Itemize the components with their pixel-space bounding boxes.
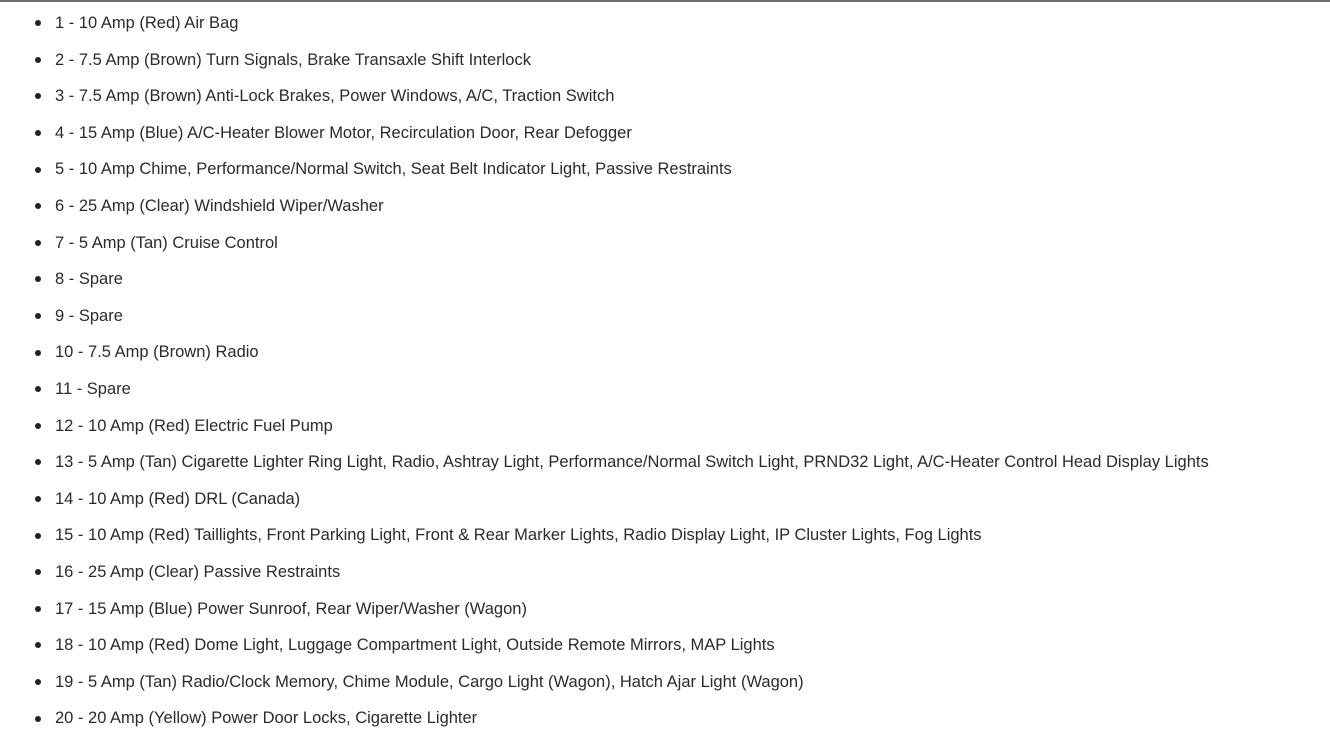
list-item xyxy=(0,517,1330,554)
bullet-icon xyxy=(35,276,41,282)
list-item-text: 2 - 7.5 Amp (Brown) Turn Signals, Brake Transaxle Shift Interlock xyxy=(55,50,531,69)
bullet-icon xyxy=(35,716,41,722)
list-item-text: 18 - 10 Amp (Red) Dome Light, Luggage Compartment Light, Outside Remote Mirrors, MAP Lights xyxy=(55,636,775,655)
bullet-icon xyxy=(35,496,41,502)
list-item-text: 14 - 10 Amp (Red) DRL (Canada) xyxy=(55,489,301,508)
bullet-icon xyxy=(35,386,41,392)
list-item-text: 10 - 7.5 Amp (Brown) Radio xyxy=(55,343,259,362)
bullet-icon xyxy=(35,240,41,246)
bullet-icon xyxy=(35,569,41,575)
bullet-icon xyxy=(35,93,41,99)
list-item xyxy=(0,225,1330,262)
bullet-icon xyxy=(35,642,41,648)
bullet-icon xyxy=(35,606,41,612)
list-item xyxy=(0,151,1330,188)
list-item-text: 19 - 5 Amp (Tan) Radio/Clock Memory, Chime Module, Cargo Light (Wagon), Hatch Ajar Light (Wagon) xyxy=(55,672,804,691)
list-item-text: 4 - 15 Amp (Blue) A/C-Heater Blower Motor, Recirculation Door, Rear Defogger xyxy=(55,123,632,142)
list-item-text: 1 - 10 Amp (Red) Air Bag xyxy=(55,14,239,32)
bullet-icon xyxy=(35,313,41,319)
list-item xyxy=(0,371,1330,408)
list-item xyxy=(0,408,1330,445)
bullet-icon xyxy=(35,459,41,465)
bullet-icon xyxy=(35,130,41,136)
list-item xyxy=(0,188,1330,225)
list-item-text: 13 - 5 Amp (Tan) Cigarette Lighter Ring Light, Radio, Ashtray Light, Performance/Normal Switch Light, PRND32 Light, A/C-Heater Control Head Display Lights xyxy=(55,453,1209,472)
list-item-text: 7 - 5 Amp (Tan) Cruise Control xyxy=(55,233,278,252)
list-item xyxy=(0,5,1330,42)
bullet-icon xyxy=(35,350,41,356)
list-item xyxy=(0,481,1330,518)
list-item xyxy=(0,42,1330,79)
list-item-text: 17 - 15 Amp (Blue) Power Sunroof, Rear Wiper/Washer (Wagon) xyxy=(55,599,527,618)
list-item xyxy=(0,298,1330,335)
list-item-text: 16 - 25 Amp (Clear) Passive Restraints xyxy=(55,562,341,581)
list-item-text: 12 - 10 Amp (Red) Electric Fuel Pump xyxy=(55,416,333,435)
bullet-icon xyxy=(35,167,41,173)
bullet-icon xyxy=(35,203,41,209)
list-item-text: 11 - Spare xyxy=(55,379,131,398)
list-item xyxy=(0,664,1330,701)
list-item-text: 3 - 7.5 Amp (Brown) Anti-Lock Brakes, Power Windows, A/C, Traction Switch xyxy=(55,87,615,106)
list-item xyxy=(0,334,1330,371)
list-item-text: 5 - 10 Amp Chime, Performance/Normal Switch, Seat Belt Indicator Light, Passive Restraints xyxy=(55,160,732,179)
list-item xyxy=(0,700,1330,737)
bullet-icon xyxy=(35,679,41,685)
bullet-icon xyxy=(35,423,41,429)
list-item xyxy=(0,78,1330,115)
list-item-text: 15 - 10 Amp (Red) Taillights, Front Parking Light, Front & Rear Marker Lights, Radio Display Light, IP Cluster Lights, Fog Lights xyxy=(55,526,982,545)
list-item xyxy=(0,591,1330,628)
bullet-icon xyxy=(35,57,41,63)
list-item-text: 9 - Spare xyxy=(55,306,123,325)
list-item xyxy=(0,261,1330,298)
list-item-text: 20 - 20 Amp (Yellow) Power Door Locks, Cigarette Lighter xyxy=(55,709,478,728)
list-item xyxy=(0,554,1330,591)
list-item-text: 8 - Spare xyxy=(55,270,123,289)
fuse-list xyxy=(0,5,1330,737)
list-item-text: 6 - 25 Amp (Clear) Windshield Wiper/Washer xyxy=(55,196,384,215)
bullet-icon xyxy=(35,533,41,539)
list-item xyxy=(0,627,1330,664)
list-item xyxy=(0,115,1330,152)
list-item xyxy=(0,444,1330,481)
bullet-icon xyxy=(35,20,41,26)
top-divider xyxy=(0,0,1330,2)
